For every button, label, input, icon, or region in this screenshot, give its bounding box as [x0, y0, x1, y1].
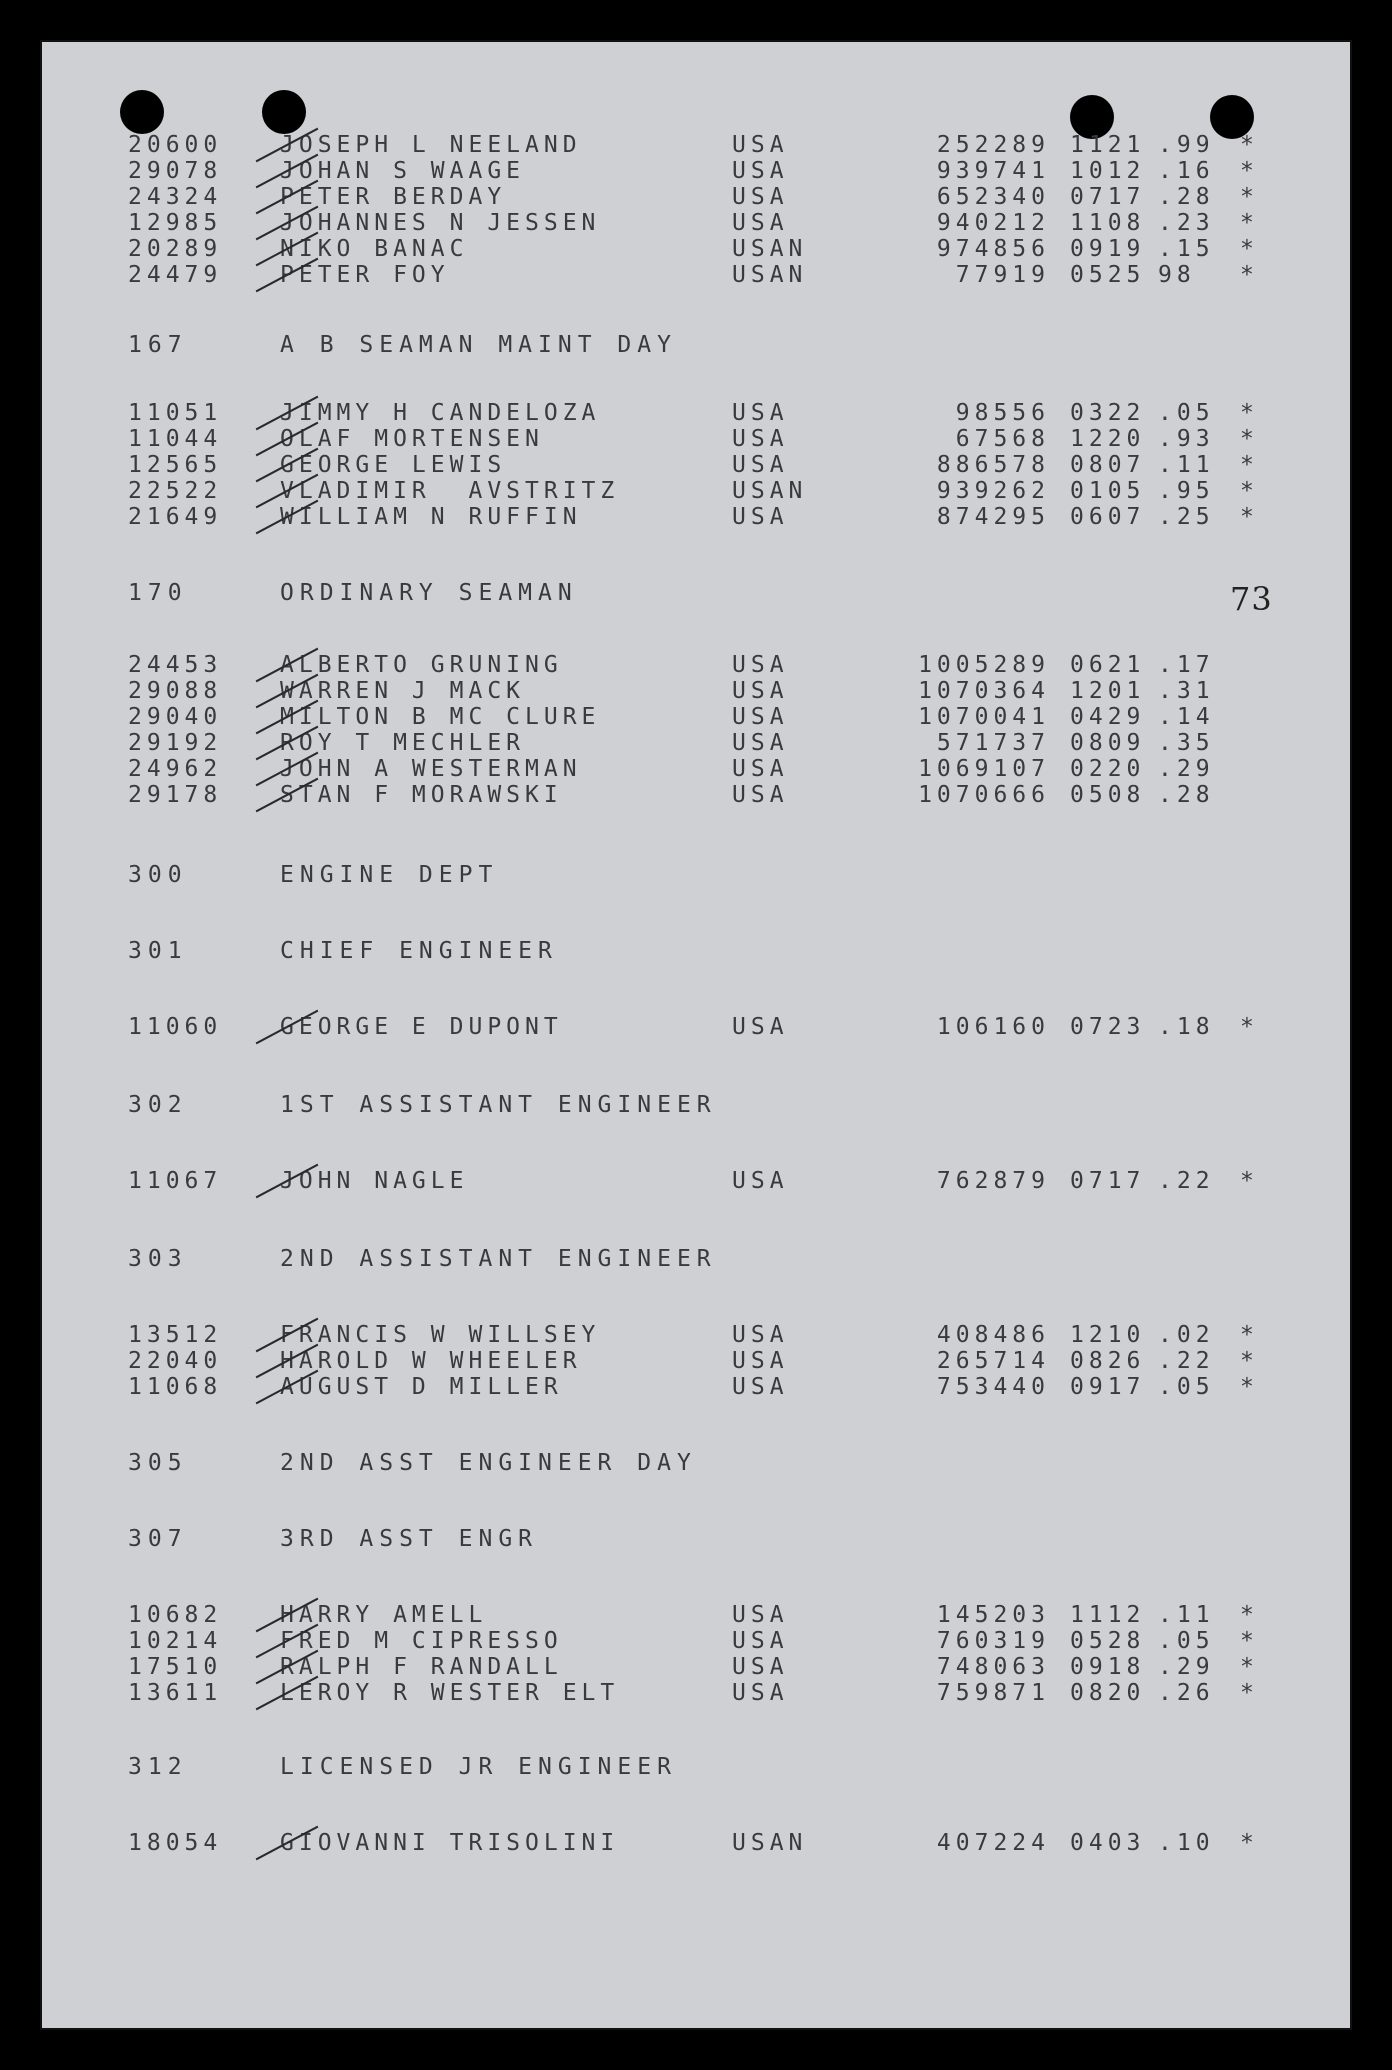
crew-cit: USAN	[732, 1830, 808, 1856]
crew-row	[40, 426, 1340, 452]
crew-code: 18054	[128, 1830, 223, 1856]
crew-rate: .95	[1158, 478, 1215, 504]
section-code: 300	[128, 862, 188, 888]
section-title: A B SEAMAN MAINT DAY	[280, 332, 677, 358]
crew-name: JOSEPH L NEELAND	[280, 132, 582, 158]
crew-code: 29040	[128, 704, 223, 730]
crew-date: 0826	[1070, 1348, 1146, 1374]
crew-rate: .16	[1158, 158, 1215, 184]
crew-cit: USA	[732, 1374, 789, 1400]
crew-star: *	[1240, 1348, 1259, 1374]
crew-rate: .05	[1158, 400, 1215, 426]
crew-date: 0723	[1070, 1014, 1146, 1040]
section-code: 305	[128, 1450, 188, 1476]
crew-num: 145203	[936, 1602, 1050, 1628]
crew-row	[40, 730, 1340, 756]
section-title: 2ND ASSISTANT ENGINEER	[280, 1246, 717, 1272]
crew-name: GIOVANNI TRISOLINI	[280, 1830, 620, 1856]
crew-num: 252289	[936, 132, 1050, 158]
crew-rate: .31	[1158, 678, 1215, 704]
crew-cit: USA	[732, 730, 789, 756]
crew-row	[40, 782, 1340, 808]
crew-star: *	[1240, 1654, 1259, 1680]
crew-code: 29192	[128, 730, 223, 756]
crew-rate: .14	[1158, 704, 1215, 730]
crew-star: *	[1240, 1014, 1259, 1040]
crew-rate: .29	[1158, 1654, 1215, 1680]
crew-num: 753440	[936, 1374, 1050, 1400]
crew-row	[40, 504, 1340, 530]
crew-cit: USA	[732, 1680, 789, 1706]
crew-name: WARREN J MACK	[280, 678, 526, 704]
crew-cit: USA	[732, 652, 789, 678]
crew-star: *	[1240, 158, 1259, 184]
crew-cit: USA	[732, 1628, 789, 1654]
crew-cit: USA	[732, 184, 789, 210]
crew-cit: USA	[732, 210, 789, 236]
crew-code: 29078	[128, 158, 223, 184]
crew-name: JOHANNES N JESSEN	[280, 210, 601, 236]
crew-name: GEORGE E DUPONT	[280, 1014, 563, 1040]
crew-cit: USA	[732, 452, 789, 478]
crew-cit: USA	[732, 678, 789, 704]
section-code: 312	[128, 1754, 188, 1780]
crew-date: 0525	[1070, 262, 1146, 288]
crew-name: PETER FOY	[280, 262, 450, 288]
crew-star: *	[1240, 478, 1259, 504]
crew-star: *	[1240, 1374, 1259, 1400]
crew-code: 12985	[128, 210, 223, 236]
crew-row	[40, 1602, 1340, 1628]
crew-date: 0918	[1070, 1654, 1146, 1680]
crew-rate: .11	[1158, 1602, 1215, 1628]
crew-name: JOHN A WESTERMAN	[280, 756, 582, 782]
crew-cit: USAN	[732, 262, 808, 288]
crew-date: 0820	[1070, 1680, 1146, 1706]
crew-date: 0528	[1070, 1628, 1146, 1654]
crew-num: 760319	[936, 1628, 1050, 1654]
crew-date: 1210	[1070, 1322, 1146, 1348]
crew-cit: USA	[732, 426, 789, 452]
crew-star: *	[1240, 400, 1259, 426]
crew-rate: .02	[1158, 1322, 1215, 1348]
crew-code: 11051	[128, 400, 223, 426]
crew-row	[40, 1322, 1340, 1348]
crew-row	[40, 1168, 1340, 1194]
crew-name: HARRY AMELL	[280, 1602, 488, 1628]
crew-cit: USA	[732, 158, 789, 184]
crew-row	[40, 1680, 1340, 1706]
crew-cit: USAN	[732, 236, 808, 262]
crew-rate: 98	[1158, 262, 1196, 288]
crew-name: JOHAN S WAAGE	[280, 158, 526, 184]
crew-num: 974856	[936, 236, 1050, 262]
crew-rate: .28	[1158, 782, 1215, 808]
crew-rate: .17	[1158, 652, 1215, 678]
crew-name: NIKO BANAC	[280, 236, 469, 262]
crew-name: ROY T MECHLER	[280, 730, 526, 756]
crew-rate: .11	[1158, 452, 1215, 478]
crew-row	[40, 1348, 1340, 1374]
crew-num: 939262	[936, 478, 1050, 504]
crew-star: *	[1240, 210, 1259, 236]
section-title: 2ND ASST ENGINEER DAY	[280, 1450, 697, 1476]
crew-name: PETER BERDAY	[280, 184, 507, 210]
crew-date: 0508	[1070, 782, 1146, 808]
crew-date: 1220	[1070, 426, 1146, 452]
crew-row	[40, 756, 1340, 782]
crew-num: 748063	[936, 1654, 1050, 1680]
section-title: LICENSED JR ENGINEER	[280, 1754, 677, 1780]
crew-row	[40, 1014, 1340, 1040]
crew-row	[40, 236, 1340, 262]
punch-hole-2	[262, 90, 306, 134]
crew-date: 1121	[1070, 132, 1146, 158]
crew-rate: .15	[1158, 236, 1215, 262]
crew-num: 1070666	[918, 782, 1050, 808]
crew-cit: USA	[732, 704, 789, 730]
section-title: 3RD ASST ENGR	[280, 1526, 539, 1552]
crew-cit: USA	[732, 504, 789, 530]
crew-name: JOHN NAGLE	[280, 1168, 469, 1194]
crew-cit: USA	[732, 400, 789, 426]
section-code: 167	[128, 332, 188, 358]
crew-num: 407224	[936, 1830, 1050, 1856]
crew-date: 0220	[1070, 756, 1146, 782]
crew-star: *	[1240, 262, 1259, 288]
crew-code: 20289	[128, 236, 223, 262]
crew-date: 0717	[1070, 184, 1146, 210]
crew-rate: .23	[1158, 210, 1215, 236]
crew-star: *	[1240, 426, 1259, 452]
section-code: 170	[128, 580, 188, 606]
section-title: CHIEF ENGINEER	[280, 938, 558, 964]
crew-rate: .26	[1158, 1680, 1215, 1706]
crew-cit: USAN	[732, 478, 808, 504]
crew-star: *	[1240, 1628, 1259, 1654]
crew-name: MILTON B MC CLURE	[280, 704, 601, 730]
crew-date: 1012	[1070, 158, 1146, 184]
crew-name: ALBERTO GRUNING	[280, 652, 563, 678]
crew-date: 0919	[1070, 236, 1146, 262]
crew-row	[40, 452, 1340, 478]
crew-star: *	[1240, 1602, 1259, 1628]
crew-name: JIMMY H CANDELOZA	[280, 400, 601, 426]
crew-code: 13512	[128, 1322, 223, 1348]
crew-name: GEORGE LEWIS	[280, 452, 507, 478]
crew-code: 12565	[128, 452, 223, 478]
crew-row	[40, 678, 1340, 704]
crew-name: RALPH F RANDALL	[280, 1654, 563, 1680]
section-title: ORDINARY SEAMAN	[280, 580, 578, 606]
crew-name: AUGUST D MILLER	[280, 1374, 563, 1400]
crew-row	[40, 704, 1340, 730]
crew-num: 652340	[936, 184, 1050, 210]
crew-num: 759871	[936, 1680, 1050, 1706]
crew-num: 874295	[936, 504, 1050, 530]
punch-hole-1	[120, 90, 164, 134]
crew-date: 0429	[1070, 704, 1146, 730]
crew-num: 940212	[936, 210, 1050, 236]
crew-code: 20600	[128, 132, 223, 158]
section-code: 302	[128, 1092, 188, 1118]
crew-cit: USA	[732, 782, 789, 808]
crew-date: 1108	[1070, 210, 1146, 236]
crew-name: VLADIMIR AVSTRITZ	[280, 478, 620, 504]
crew-rate: .25	[1158, 504, 1215, 530]
crew-code: 11067	[128, 1168, 223, 1194]
crew-name: FRED M CIPRESSO	[280, 1628, 563, 1654]
section-code: 301	[128, 938, 188, 964]
crew-cit: USA	[732, 132, 789, 158]
crew-code: 24962	[128, 756, 223, 782]
crew-code: 29178	[128, 782, 223, 808]
crew-star: *	[1240, 504, 1259, 530]
crew-code: 10682	[128, 1602, 223, 1628]
crew-name: WILLIAM N RUFFIN	[280, 504, 582, 530]
crew-date: 1112	[1070, 1602, 1146, 1628]
crew-num: 1070041	[918, 704, 1050, 730]
page-number: 73	[1230, 580, 1273, 618]
crew-star: *	[1240, 1322, 1259, 1348]
crew-code: 24453	[128, 652, 223, 678]
crew-name: HAROLD W WHEELER	[280, 1348, 582, 1374]
crew-rate: .99	[1158, 132, 1215, 158]
crew-num: 1070364	[918, 678, 1050, 704]
crew-star: *	[1240, 1680, 1259, 1706]
crew-star: *	[1240, 132, 1259, 158]
crew-num: 67568	[955, 426, 1050, 452]
crew-code: 29088	[128, 678, 223, 704]
crew-code: 13611	[128, 1680, 223, 1706]
crew-num: 886578	[936, 452, 1050, 478]
crew-rate: .93	[1158, 426, 1215, 452]
crew-code: 17510	[128, 1654, 223, 1680]
crew-cit: USA	[732, 756, 789, 782]
crew-rate: .05	[1158, 1628, 1215, 1654]
crew-date: 0809	[1070, 730, 1146, 756]
crew-star: *	[1240, 184, 1259, 210]
crew-date: 0621	[1070, 652, 1146, 678]
crew-num: 939741	[936, 158, 1050, 184]
crew-date: 1201	[1070, 678, 1146, 704]
crew-name: OLAF MORTENSEN	[280, 426, 544, 452]
crew-code: 22040	[128, 1348, 223, 1374]
crew-code: 21649	[128, 504, 223, 530]
crew-cit: USA	[732, 1348, 789, 1374]
crew-cit: USA	[732, 1602, 789, 1628]
crew-num: 265714	[936, 1348, 1050, 1374]
crew-row	[40, 158, 1340, 184]
crew-rate: .22	[1158, 1348, 1215, 1374]
crew-rate: .29	[1158, 756, 1215, 782]
crew-date: 0322	[1070, 400, 1146, 426]
crew-date: 0105	[1070, 478, 1146, 504]
crew-cit: USA	[732, 1322, 789, 1348]
crew-date: 0807	[1070, 452, 1146, 478]
crew-row	[40, 184, 1340, 210]
crew-row	[40, 1830, 1340, 1856]
crew-row	[40, 1628, 1340, 1654]
crew-star: *	[1240, 236, 1259, 262]
crew-row	[40, 652, 1340, 678]
crew-name: FRANCIS W WILLSEY	[280, 1322, 601, 1348]
crew-rate: .10	[1158, 1830, 1215, 1856]
crew-code: 24324	[128, 184, 223, 210]
crew-code: 22522	[128, 478, 223, 504]
section-code: 303	[128, 1246, 188, 1272]
crew-cit: USA	[732, 1168, 789, 1194]
crew-row	[40, 400, 1340, 426]
crew-rate: .28	[1158, 184, 1215, 210]
crew-name: STAN F MORAWSKI	[280, 782, 563, 808]
crew-rate: .05	[1158, 1374, 1215, 1400]
crew-cit: USA	[732, 1654, 789, 1680]
crew-date: 0607	[1070, 504, 1146, 530]
crew-star: *	[1240, 452, 1259, 478]
crew-date: 0917	[1070, 1374, 1146, 1400]
crew-code: 10214	[128, 1628, 223, 1654]
crew-row	[40, 1374, 1340, 1400]
crew-row	[40, 1654, 1340, 1680]
crew-row	[40, 132, 1340, 158]
section-title: ENGINE DEPT	[280, 862, 499, 888]
crew-code: 11068	[128, 1374, 223, 1400]
crew-row	[40, 210, 1340, 236]
crew-num: 106160	[936, 1014, 1050, 1040]
crew-name: LEROY R WESTER ELT	[280, 1680, 620, 1706]
crew-star: *	[1240, 1168, 1259, 1194]
crew-date: 0717	[1070, 1168, 1146, 1194]
crew-row	[40, 262, 1340, 288]
document-page	[40, 40, 1352, 2030]
section-code: 307	[128, 1526, 188, 1552]
crew-code: 24479	[128, 262, 223, 288]
crew-rate: .18	[1158, 1014, 1215, 1040]
crew-date: 0403	[1070, 1830, 1146, 1856]
crew-rate: .22	[1158, 1168, 1215, 1194]
crew-star: *	[1240, 1830, 1259, 1856]
crew-num: 408486	[936, 1322, 1050, 1348]
crew-code: 11060	[128, 1014, 223, 1040]
section-title: 1ST ASSISTANT ENGINEER	[280, 1092, 717, 1118]
crew-code: 11044	[128, 426, 223, 452]
crew-cit: USA	[732, 1014, 789, 1040]
crew-rate: .35	[1158, 730, 1215, 756]
crew-row	[40, 478, 1340, 504]
crew-num: 571737	[936, 730, 1050, 756]
crew-num: 98556	[955, 400, 1050, 426]
crew-num: 1069107	[918, 756, 1050, 782]
crew-num: 1005289	[918, 652, 1050, 678]
crew-num: 77919	[955, 262, 1050, 288]
crew-num: 762879	[936, 1168, 1050, 1194]
